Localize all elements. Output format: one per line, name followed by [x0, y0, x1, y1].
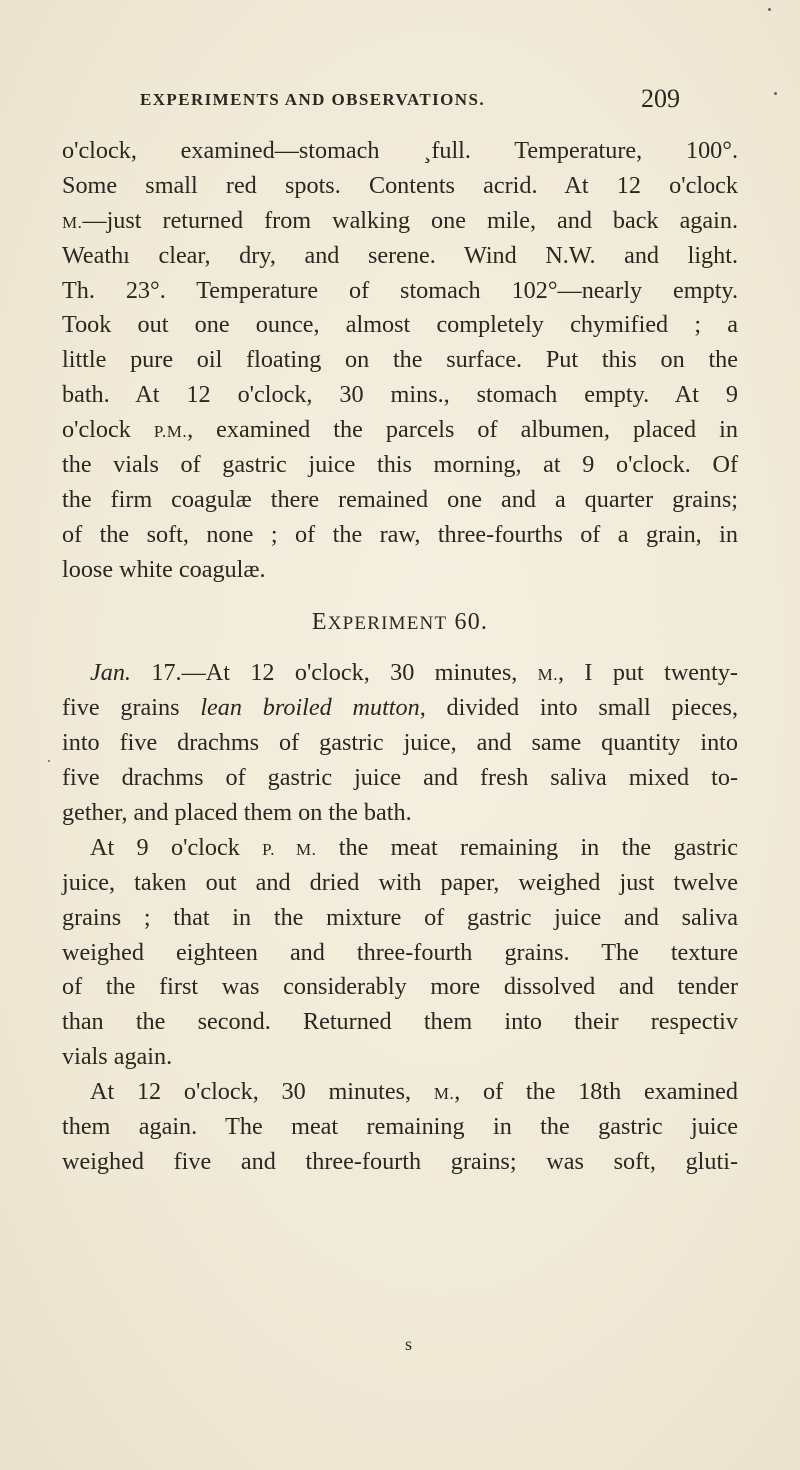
- text-line: little pure oil floating on the surface. Put this on the: [62, 346, 738, 374]
- text-line: M.—just returned from walking one mile, and back again.: [62, 206, 738, 234]
- text-line: Jan. 17.—At 12 o'clock, 30 minutes, M., I put twenty-: [90, 659, 738, 687]
- experiment-heading: EXPERIMENT 60.: [311, 608, 489, 635]
- paper-speck: [768, 8, 771, 11]
- body-text: [62, 134, 738, 1180]
- text-line: Some small red spots. Contents acrid. At 12 o'clock: [62, 171, 738, 199]
- text-line: of the soft, none ; of the raw, three-fourths of a grain, in: [62, 520, 738, 548]
- text-line: five grains lean broiled mutton, divided into small pieces,: [62, 694, 739, 722]
- running-head: [140, 86, 680, 116]
- date-label: Jan.: [90, 659, 131, 687]
- meridian-abbrev: M.: [62, 212, 83, 232]
- text-line: o'clock P.M., examined the parcels of albumen, placed in: [62, 416, 738, 444]
- text-line: At 9 o'clock P. M. the meat remaining in the gastric: [90, 833, 738, 861]
- text-line: than the second. Returned them into their respectiv: [62, 1008, 738, 1036]
- running-title: EXPERIMENTS AND OBSERVATIONS.: [140, 90, 485, 109]
- text-line: the vials of gastric juice this morning, at 9 o'clock. Of: [62, 451, 738, 479]
- text-line: Weathı clear, dry, and serene. Wind N.W. and light.: [62, 241, 738, 269]
- text-line: grains ; that in the mixture of gastric juice and saliva: [62, 903, 738, 931]
- text-line: loose white coagulæ.: [62, 555, 266, 583]
- text-line: weighed five and three-fourth grains; was soft, gluti-: [62, 1147, 738, 1175]
- page-number: 209: [641, 84, 680, 113]
- signature-mark: s: [405, 1334, 413, 1354]
- text-line: juice, taken out and dried with paper, weighed just twelve: [62, 868, 738, 896]
- text-line: Took out one ounce, almost completely chymified ; a: [62, 311, 738, 339]
- text-line: At 12 o'clock, 30 minutes, M., of the 18th examined: [90, 1078, 738, 1106]
- paper-speck: [48, 760, 50, 762]
- text-line: gether, and placed them on the bath.: [62, 799, 412, 827]
- text-line: into five drachms of gastric juice, and same quantity into: [62, 729, 738, 757]
- text-line: the firm coagulæ there remained one and a quarter grains;: [62, 485, 738, 513]
- paper-speck: [774, 92, 777, 95]
- text-line: five drachms of gastric juice and fresh saliva mixed to-: [62, 764, 738, 792]
- italic-phrase: lean broiled mutton: [200, 694, 420, 722]
- pm-abbrev: P.M.: [153, 422, 188, 442]
- text-line: weighed eighteen and three-fourth grains. The texture: [62, 938, 738, 966]
- text-line: vials again.: [62, 1043, 173, 1071]
- text-line: o'clock, examined—stomach ¸full. Temperature, 100°.: [62, 137, 738, 164]
- text-line: Th. 23°. Temperature of stomach 102°—nearly empty.: [62, 276, 738, 304]
- text-line: of the first was considerably more dissolved and tender: [62, 973, 738, 1001]
- text-line: bath. At 12 o'clock, 30 mins., stomach empty. At 9: [62, 381, 738, 409]
- text-line: them again. The meat remaining in the gastric juice: [62, 1113, 738, 1141]
